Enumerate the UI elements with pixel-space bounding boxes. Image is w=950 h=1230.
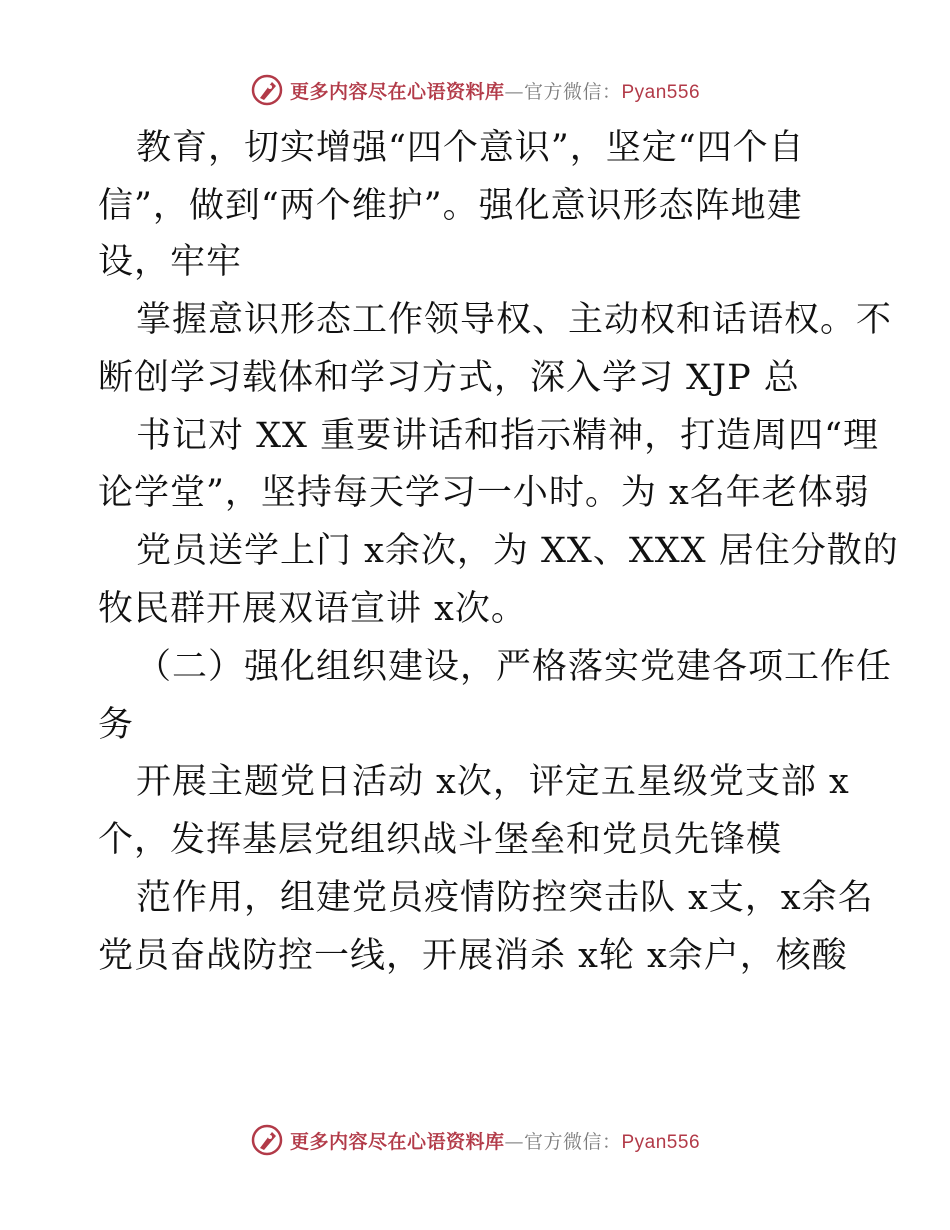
section-heading-continuation: 务 xyxy=(98,705,135,745)
text-line: 教育，切实增强“四个意识”，坚定“四个自 xyxy=(136,128,805,168)
text-line: 掌握意识形态工作领导权、主动权和话语权。不 xyxy=(136,300,893,340)
text-line: 书记对 XX 重要讲话和指示精神，打造周四“理 xyxy=(136,416,879,456)
footer-watermark xyxy=(0,1120,950,1160)
text-line: 牧民群开展双语宣讲 x次。 xyxy=(98,589,527,629)
watermark-wechat-label: 官方微信： xyxy=(523,80,622,103)
watermark-site-text: 更多内容尽在心语资料库 xyxy=(289,1130,505,1153)
watermark-wechat-label: 官方微信： xyxy=(523,1130,622,1153)
text-line: 个，发挥基层党组织战斗堡垒和党员先锋模 xyxy=(98,820,783,860)
watermark-separator: — xyxy=(504,80,524,103)
pen-nib-circle-icon xyxy=(250,73,284,107)
watermark-site-text: 更多内容尽在心语资料库 xyxy=(289,80,505,103)
text-line: 党员奋战防控一线，开展消杀 x轮 x余户，核酸 xyxy=(98,936,848,976)
watermark-separator: — xyxy=(504,1130,524,1153)
text-line: 党员送学上门 x余次，为 XX、XXX 居住分散的 xyxy=(136,531,899,571)
watermark-wechat-id: Pyan556 xyxy=(621,81,701,103)
text-line: 论学堂”，坚持每天学习一小时。为 x名年老体弱 xyxy=(98,473,870,513)
text-line: 设，牢牢 xyxy=(98,242,243,282)
watermark-text xyxy=(290,1127,700,1154)
watermark-text xyxy=(290,77,700,104)
text-line: 信”，做到“两个维护”。强化意识形态阵地建 xyxy=(98,186,803,226)
pen-nib-circle-icon xyxy=(250,1123,284,1157)
text-line: 范作用，组建党员疫情防控突击队 x支，x余名 xyxy=(136,878,874,918)
section-heading: （二）强化组织建设，严格落实党建各项工作任 xyxy=(136,647,893,687)
header-watermark xyxy=(0,70,950,110)
text-line: 断创学习载体和学习方式，深入学习 XJP 总 xyxy=(98,358,800,398)
watermark-wechat-id: Pyan556 xyxy=(621,1131,701,1153)
text-line: 开展主题党日活动 x次，评定五星级党支部 x xyxy=(136,762,850,802)
